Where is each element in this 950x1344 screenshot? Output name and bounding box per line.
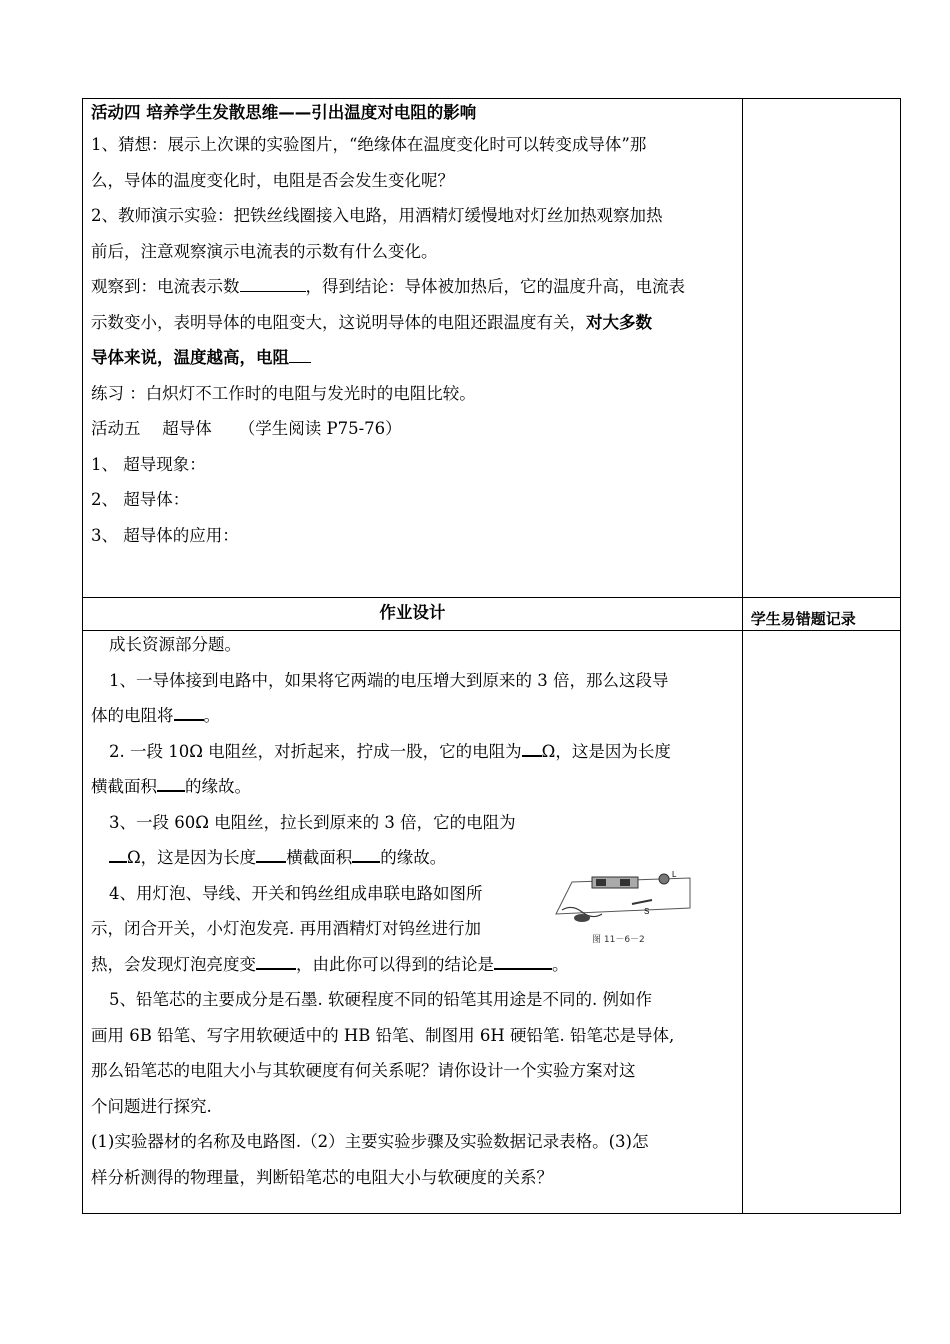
errors-cell bbox=[742, 631, 900, 1214]
switch-label: S bbox=[644, 907, 650, 916]
bulb-icon bbox=[659, 874, 669, 884]
battery-cell-icon bbox=[596, 879, 606, 886]
question-line: 那么铅笔芯的电阻大小与其软硬度有何关系呢？请你设计一个实验方案对这 bbox=[91, 1061, 636, 1080]
activity4-line: 么，导体的温度变化时，电阻是否会发生变化呢？ bbox=[91, 170, 454, 190]
activity-cell bbox=[83, 99, 743, 598]
activity5-item: 3、 超导体的应用： bbox=[91, 525, 239, 545]
homework-intro: 成长资源部分题。 bbox=[109, 635, 241, 654]
errors-header-text: 学生易错题记录 bbox=[750, 610, 856, 628]
activity-row bbox=[83, 99, 901, 598]
homework-header-text: 作业设计 bbox=[379, 603, 446, 622]
activity4-line: 观察到：电流表示数 ，得到结论：导体被加热后，它的温度升高，电流表 bbox=[83, 269, 742, 305]
question-line: 4、用灯泡、导线、开关和钨丝组成串联电路如图所 bbox=[109, 883, 483, 903]
lesson-table bbox=[82, 98, 901, 1214]
question-line: 2. 一段 10Ω 电阻丝，对折起来，拧成一股，它的电阻为 Ω，这是因为长度 bbox=[83, 734, 742, 770]
figure-caption: 图 11－6－2 bbox=[592, 935, 645, 945]
question-line: (1)实验器材的名称及电路图.（2）主要实验步骤及实验数据记录表格。(3)怎 bbox=[91, 1132, 649, 1151]
notes-cell bbox=[742, 99, 900, 598]
activity5-title: 活动五 超导体 （学生阅读 P75-76） bbox=[91, 419, 402, 438]
question-line: Ω，这是因为长度 横截面积 的缘故。 bbox=[83, 840, 742, 876]
question-line: 3、一段 60Ω 电阻丝，拉长到原来的 3 倍，它的电阻为 bbox=[109, 812, 516, 832]
circuit-figure bbox=[552, 862, 702, 950]
activity4-line: 示数变小，表明导体的电阻变大，这说明导体的电阻还跟温度有关，对大多数 bbox=[91, 312, 652, 332]
blank bbox=[289, 346, 311, 364]
activity4-title: 活动四 培养学生发散思维——引出温度对电阻的影响 bbox=[91, 103, 477, 122]
header-row bbox=[83, 598, 901, 631]
homework-header bbox=[83, 598, 743, 631]
question-line: 热，会发现灯泡亮度变 ，由此你可以得到的结论是 。 bbox=[83, 947, 742, 983]
question-line: 体的电阻将 。 bbox=[83, 698, 742, 734]
question-line: 个问题进行探究. bbox=[91, 1096, 212, 1116]
activity4-line: 2、教师演示实验：把铁丝线圈接入电路，用酒精灯缓慢地对灯丝加热观察加热 bbox=[91, 206, 663, 225]
bulb-label: L bbox=[672, 870, 677, 879]
activity4-line: 1、猜想：展示上次课的实验图片，“绝缘体在温度变化时可以转变成导体”那 bbox=[91, 135, 647, 154]
alcohol-lamp-icon bbox=[574, 914, 590, 922]
circuit-diagram bbox=[552, 862, 702, 950]
activity5-item: 1、 超导现象： bbox=[91, 454, 206, 474]
homework-row bbox=[83, 631, 901, 1214]
question-line: 画用 6B 铅笔、写字用软硬适中的 HB 铅笔、制图用 6H 硬铅笔. 铅笔芯是导体, bbox=[91, 1025, 675, 1045]
blank bbox=[240, 275, 306, 293]
activity5-item: 2、 超导体： bbox=[91, 490, 190, 509]
exercise-line: 练习 ：白炽灯不工作时的电阻与发光时的电阻比较。 bbox=[91, 383, 476, 403]
question-line: 横截面积 的缘故。 bbox=[83, 769, 742, 805]
question-line: 示，闭合开关，小灯泡发亮. 再用酒精灯对钨丝进行加 bbox=[91, 919, 481, 938]
question-line: 1、一导体接到电路中，如果将它两端的电压增大到原来的 3 倍，那么这段导 bbox=[109, 670, 669, 690]
question-line: 5、铅笔芯的主要成分是石墨. 软硬程度不同的铅笔其用途是不同的. 例如作 bbox=[109, 990, 652, 1009]
question-line: 样分析测得的物理量，判断铅笔芯的电阻大小与软硬度的关系？ bbox=[91, 1167, 553, 1187]
errors-header bbox=[742, 598, 900, 631]
battery-cell-icon bbox=[620, 879, 630, 886]
switch-icon bbox=[632, 900, 652, 904]
activity4-line: 前后，注意观察演示电流表的示数有什么变化。 bbox=[91, 241, 438, 261]
activity4-line: 导体来说，温度越高，电阻 bbox=[83, 340, 742, 376]
